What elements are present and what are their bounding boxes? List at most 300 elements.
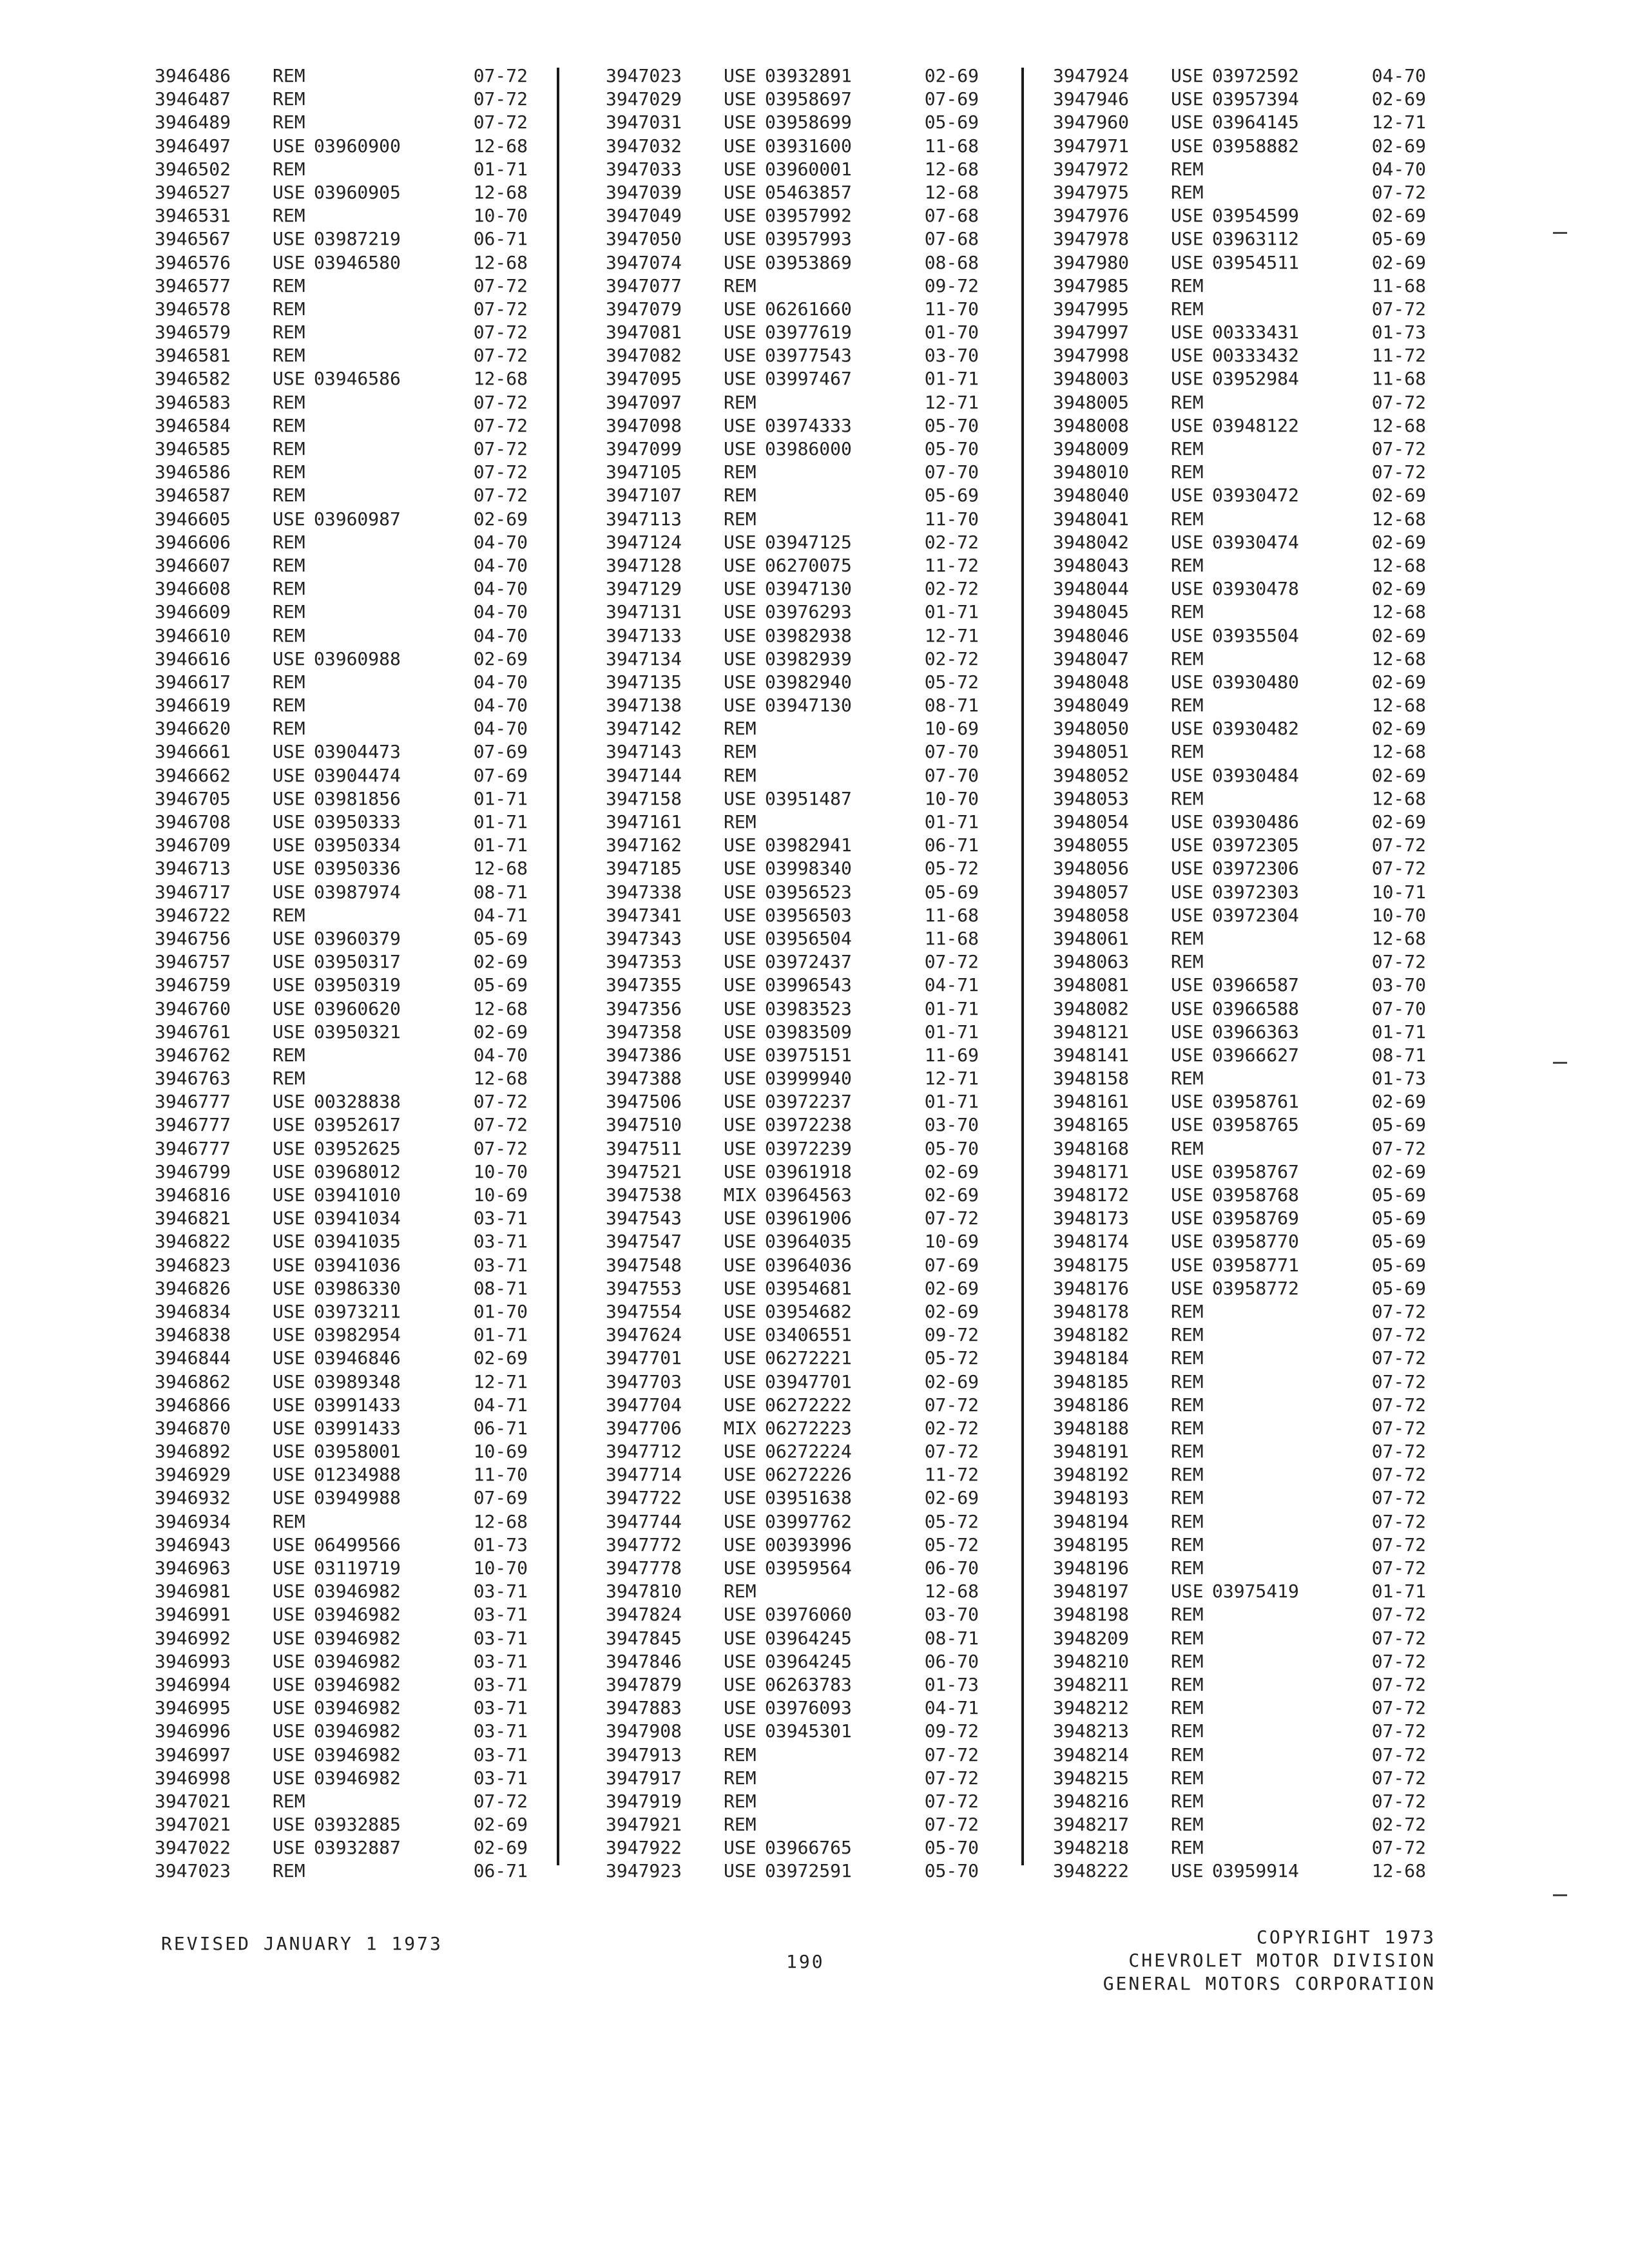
action-code: REM [1171, 181, 1204, 203]
part-row [1053, 64, 1426, 88]
action-code: REM [273, 322, 305, 343]
part-number: 3947521 [606, 1160, 682, 1182]
effective-date: 05-70 [924, 1837, 979, 1859]
action-code: REM [1171, 1673, 1204, 1695]
replacement-part-number [1212, 1603, 1341, 1626]
effective-date: 07-72 [473, 298, 528, 320]
part-row [606, 950, 979, 974]
part-number: 3946862 [155, 1370, 231, 1392]
action-code: USE [724, 1277, 757, 1299]
part-row [1053, 367, 1426, 390]
part-number: 3946844 [155, 1347, 231, 1369]
action-code: REM [1171, 787, 1204, 809]
replacement-part-number: 03904473 [314, 741, 401, 763]
part-number: 3946486 [155, 65, 231, 86]
action-code: USE [273, 1091, 305, 1113]
part-row [1053, 1650, 1426, 1673]
part-row [155, 694, 528, 717]
part-number: 3946607 [155, 554, 231, 576]
replacement-part-number [314, 1790, 443, 1813]
action-code: USE [1171, 1231, 1204, 1253]
action-code: USE [724, 881, 757, 903]
part-row [606, 1463, 979, 1486]
part-row [155, 1347, 528, 1370]
part-number: 3947701 [606, 1347, 682, 1369]
action-code: USE [273, 858, 305, 879]
part-row [155, 1744, 528, 1767]
replacement-part-number [1212, 1300, 1341, 1323]
effective-date: 07-72 [473, 111, 528, 133]
part-number: 3948056 [1053, 858, 1130, 879]
replacement-part-number: 03976060 [765, 1604, 852, 1626]
action-code: REM [724, 1790, 757, 1812]
action-code: REM [1171, 1137, 1204, 1159]
effective-date: 02-72 [924, 1417, 979, 1439]
action-code: USE [724, 601, 757, 623]
effective-date: 07-72 [1371, 1744, 1426, 1765]
effective-date: 11-72 [1371, 345, 1426, 367]
action-code: USE [273, 1114, 305, 1136]
replacement-part-number: 03950334 [314, 834, 401, 856]
replacement-part-number: 03986330 [314, 1277, 401, 1299]
effective-date: 01-71 [924, 1091, 979, 1113]
part-row [606, 1486, 979, 1510]
effective-date: 02-72 [924, 648, 979, 669]
part-row [155, 857, 528, 880]
action-code: USE [1171, 881, 1204, 903]
replacement-part-number [314, 531, 443, 554]
action-code: REM [724, 1814, 757, 1836]
effective-date: 08-71 [1371, 1044, 1426, 1066]
effective-date: 05-69 [924, 111, 979, 133]
replacement-part-number: 03949988 [314, 1487, 401, 1509]
part-number: 3946502 [155, 158, 231, 180]
effective-date: 03-71 [473, 1604, 528, 1626]
part-row [155, 1184, 528, 1207]
replacement-part-number: 03958699 [765, 111, 852, 133]
replacement-part-number: 03957394 [1212, 88, 1299, 110]
part-number: 3948042 [1053, 531, 1130, 553]
action-code: USE [273, 1417, 305, 1439]
effective-date: 12-68 [1371, 1860, 1426, 1882]
replacement-part-number [1212, 1440, 1341, 1463]
part-row [606, 111, 979, 134]
part-row [155, 927, 528, 950]
part-number: 3946997 [155, 1744, 231, 1765]
part-row [1053, 1394, 1426, 1417]
effective-date: 02-69 [924, 1184, 979, 1206]
part-row [1053, 857, 1426, 880]
replacement-part-number: 06272223 [765, 1417, 852, 1439]
effective-date: 07-72 [473, 461, 528, 483]
replacement-part-number: 03958765 [1212, 1114, 1299, 1136]
part-number: 3946991 [155, 1604, 231, 1626]
action-code: REM [724, 718, 757, 740]
part-number: 3948182 [1053, 1324, 1130, 1346]
replacement-part-number: 03931600 [765, 135, 852, 157]
part-row [1053, 1440, 1426, 1463]
copyright-corporation: GENERAL MOTORS CORPORATION [1103, 1973, 1436, 1994]
action-code: USE [724, 974, 757, 996]
part-row [155, 461, 528, 484]
action-code: REM [273, 438, 305, 459]
part-number: 3947971 [1053, 135, 1130, 157]
effective-date: 07-69 [473, 764, 528, 786]
effective-date: 02-69 [924, 1277, 979, 1299]
action-code: USE [273, 1231, 305, 1253]
part-number: 3948049 [1053, 695, 1130, 716]
part-number: 3948008 [1053, 414, 1130, 436]
part-row [155, 974, 528, 997]
action-code: REM [724, 508, 757, 530]
replacement-part-number: 03966587 [1212, 974, 1299, 996]
part-row [155, 367, 528, 390]
action-code: REM [273, 205, 305, 227]
part-number: 3947997 [1053, 322, 1130, 343]
action-code: REM [1171, 1510, 1204, 1532]
effective-date: 10-69 [473, 1441, 528, 1463]
part-row [1053, 1533, 1426, 1557]
part-number: 3948175 [1053, 1254, 1130, 1276]
effective-date: 12-68 [924, 1581, 979, 1602]
replacement-part-number [1212, 158, 1341, 181]
action-code: USE [273, 508, 305, 530]
action-code: REM [1171, 1604, 1204, 1626]
part-row [1053, 1044, 1426, 1067]
part-row [606, 1184, 979, 1207]
action-code: REM [273, 274, 305, 296]
part-number: 3947706 [606, 1417, 682, 1439]
replacement-part-number [1212, 1650, 1341, 1673]
action-code: USE [1171, 624, 1204, 646]
replacement-part-number: 03966765 [765, 1837, 852, 1859]
action-code: USE [273, 1184, 305, 1206]
part-row [1053, 531, 1426, 554]
action-code: USE [1171, 1091, 1204, 1113]
part-number: 3946587 [155, 485, 231, 506]
effective-date: 07-72 [1371, 1557, 1426, 1579]
part-row [155, 1603, 528, 1626]
part-row [606, 1300, 979, 1323]
action-code: USE [724, 181, 757, 203]
action-code: REM [273, 624, 305, 646]
replacement-part-number: 03987974 [314, 881, 401, 903]
action-code: REM [1171, 1441, 1204, 1463]
replacement-part-number: 03958767 [1212, 1160, 1299, 1182]
action-code: USE [724, 1464, 757, 1486]
effective-date: 02-72 [924, 531, 979, 553]
action-code: USE [724, 554, 757, 576]
part-row [606, 1696, 979, 1720]
part-row [155, 298, 528, 321]
replacement-part-number: 03951638 [765, 1487, 852, 1509]
action-code: USE [273, 881, 305, 903]
action-code: REM [273, 554, 305, 576]
part-number: 3947049 [606, 205, 682, 227]
part-number: 3947081 [606, 322, 682, 343]
replacement-part-number [314, 64, 443, 88]
part-row [1053, 1277, 1426, 1300]
action-code: USE [273, 1697, 305, 1719]
part-row [606, 1090, 979, 1113]
action-code: REM [273, 904, 305, 926]
part-row [606, 1137, 979, 1160]
action-code: REM [273, 695, 305, 716]
part-row [155, 950, 528, 974]
part-number: 3946713 [155, 858, 231, 879]
effective-date: 01-70 [473, 1300, 528, 1322]
action-code: REM [724, 741, 757, 763]
replacement-part-number: 03946982 [314, 1627, 401, 1649]
action-code: USE [1171, 671, 1204, 693]
replacement-part-number: 03982940 [765, 671, 852, 693]
effective-date: 03-71 [473, 1254, 528, 1276]
replacement-part-number: 03960620 [314, 997, 401, 1019]
replacement-part-number: 06270075 [765, 554, 852, 576]
part-number: 3947921 [606, 1814, 682, 1836]
part-row [1053, 1323, 1426, 1347]
part-row [606, 717, 979, 740]
effective-date: 05-72 [924, 671, 979, 693]
part-row [155, 717, 528, 740]
part-row [1053, 1463, 1426, 1486]
part-number: 3946487 [155, 88, 231, 110]
action-code: USE [724, 65, 757, 86]
effective-date: 07-72 [1371, 951, 1426, 973]
replacement-part-number: 03946982 [314, 1604, 401, 1626]
replacement-part-number: 03958882 [1212, 135, 1299, 157]
effective-date: 07-72 [924, 1814, 979, 1836]
effective-date: 03-71 [473, 1207, 528, 1229]
effective-date: 07-72 [1371, 1370, 1426, 1392]
action-code: USE [273, 1673, 305, 1695]
action-code: USE [273, 1254, 305, 1276]
part-row [1053, 927, 1426, 950]
replacement-part-number: 01234988 [314, 1464, 401, 1486]
part-number: 3947129 [606, 578, 682, 600]
effective-date: 10-70 [924, 787, 979, 809]
part-number: 3947039 [606, 181, 682, 203]
replacement-part-number: 06272224 [765, 1441, 852, 1463]
part-number: 3947358 [606, 1021, 682, 1043]
action-code: REM [1171, 741, 1204, 763]
replacement-part-number: 03991433 [314, 1394, 401, 1416]
replacement-part-number [314, 1067, 443, 1090]
effective-date: 02-69 [924, 65, 979, 86]
replacement-part-number: 03956504 [765, 927, 852, 949]
replacement-part-number: 03959914 [1212, 1860, 1299, 1882]
part-row [606, 181, 979, 204]
replacement-part-number [314, 274, 443, 298]
replacement-part-number: 03960987 [314, 508, 401, 530]
part-row [155, 1230, 528, 1253]
part-number: 3946834 [155, 1300, 231, 1322]
effective-date: 11-68 [1371, 368, 1426, 390]
part-row [1053, 1627, 1426, 1650]
part-row [606, 1790, 979, 1813]
effective-date: 07-72 [473, 391, 528, 413]
replacement-part-number [314, 484, 443, 507]
replacement-part-number: 03976293 [765, 601, 852, 623]
part-row [155, 484, 528, 507]
part-row [1053, 204, 1426, 227]
part-row [606, 554, 979, 577]
part-row [155, 181, 528, 204]
action-code: USE [724, 1068, 757, 1090]
part-number: 3947976 [1053, 205, 1130, 227]
part-row [606, 1533, 979, 1557]
replacement-part-number: 03947130 [765, 695, 852, 716]
action-code: REM [273, 718, 305, 740]
part-row [606, 1230, 979, 1253]
part-row [1053, 88, 1426, 111]
effective-date: 07-72 [1371, 1627, 1426, 1649]
effective-date: 07-70 [924, 764, 979, 786]
part-number: 3947772 [606, 1533, 682, 1555]
part-row [155, 531, 528, 554]
effective-date: 12-68 [1371, 695, 1426, 716]
column-divider [557, 68, 559, 1865]
part-row [606, 367, 979, 390]
action-code: REM [1171, 1300, 1204, 1322]
effective-date: 02-72 [924, 578, 979, 600]
part-number: 3947538 [606, 1184, 682, 1206]
effective-date: 07-72 [924, 1207, 979, 1229]
action-code: USE [724, 1487, 757, 1509]
part-row [606, 64, 979, 88]
part-row [606, 601, 979, 624]
action-code: USE [1171, 858, 1204, 879]
part-number: 3947162 [606, 834, 682, 856]
part-number: 3947998 [1053, 345, 1130, 367]
effective-date: 12-68 [473, 251, 528, 273]
part-row [155, 787, 528, 811]
part-row [1053, 1021, 1426, 1044]
action-code: REM [1171, 391, 1204, 413]
effective-date: 01-71 [924, 368, 979, 390]
effective-date: 05-70 [924, 438, 979, 459]
part-number: 3946821 [155, 1207, 231, 1229]
part-number: 3946620 [155, 718, 231, 740]
part-row [606, 904, 979, 927]
part-number: 3947704 [606, 1394, 682, 1416]
part-row [1053, 811, 1426, 834]
part-number: 3948222 [1053, 1860, 1130, 1882]
action-code: REM [1171, 1464, 1204, 1486]
part-row [1053, 1370, 1426, 1394]
part-row [606, 1673, 979, 1696]
part-number: 3946579 [155, 322, 231, 343]
part-number: 3947744 [606, 1510, 682, 1532]
effective-date: 03-71 [473, 1231, 528, 1253]
effective-date: 02-69 [473, 1347, 528, 1369]
action-code: USE [724, 1394, 757, 1416]
replacement-part-number [765, 1813, 894, 1836]
part-row [606, 251, 979, 274]
effective-date: 12-71 [1371, 111, 1426, 133]
part-number: 3947946 [1053, 88, 1130, 110]
part-number: 3947097 [606, 391, 682, 413]
replacement-part-number [1212, 1486, 1341, 1510]
part-row [1053, 1417, 1426, 1440]
effective-date: 01-73 [473, 1533, 528, 1555]
replacement-part-number: 03952617 [314, 1114, 401, 1136]
action-code: REM [273, 298, 305, 320]
replacement-part-number [1212, 1510, 1341, 1533]
part-number: 3948058 [1053, 904, 1130, 926]
effective-date: 02-69 [1371, 718, 1426, 740]
part-number: 3948043 [1053, 554, 1130, 576]
replacement-part-number: 03954681 [765, 1277, 852, 1299]
effective-date: 02-69 [1371, 485, 1426, 506]
part-row [155, 1533, 528, 1557]
action-code: REM [273, 65, 305, 86]
replacement-part-number: 03958770 [1212, 1231, 1299, 1253]
part-row [606, 1021, 979, 1044]
effective-date: 02-69 [473, 951, 528, 973]
part-row [606, 321, 979, 344]
part-number: 3947995 [1053, 298, 1130, 320]
replacement-part-number [1212, 1813, 1341, 1836]
action-code: USE [724, 1510, 757, 1532]
part-number: 3946992 [155, 1627, 231, 1649]
part-row [155, 1673, 528, 1696]
replacement-part-number: 03972437 [765, 951, 852, 973]
part-number: 3946934 [155, 1510, 231, 1532]
part-row [606, 274, 979, 298]
replacement-part-number: 03946982 [314, 1673, 401, 1695]
replacement-part-number: 03972306 [1212, 858, 1299, 879]
effective-date: 08-71 [924, 695, 979, 716]
action-code: REM [1171, 1744, 1204, 1765]
effective-date: 07-72 [1371, 1347, 1426, 1369]
replacement-part-number: 03950336 [314, 858, 401, 879]
action-code: USE [273, 1604, 305, 1626]
effective-date: 07-72 [1371, 858, 1426, 879]
part-row [606, 1207, 979, 1230]
effective-date: 02-69 [1371, 764, 1426, 786]
replacement-part-number: 03975151 [765, 1044, 852, 1066]
action-code: USE [724, 368, 757, 390]
replacement-part-number [1212, 461, 1341, 484]
part-row [155, 1836, 528, 1860]
effective-date: 07-72 [924, 1441, 979, 1463]
action-code: USE [273, 181, 305, 203]
action-code: USE [273, 1581, 305, 1602]
action-code: USE [724, 438, 757, 459]
effective-date: 07-72 [1371, 1394, 1426, 1416]
part-number: 3947846 [606, 1650, 682, 1672]
replacement-part-number [314, 461, 443, 484]
part-row [1053, 554, 1426, 577]
replacement-part-number [1212, 437, 1341, 461]
part-row [155, 135, 528, 158]
part-number: 3947107 [606, 485, 682, 506]
action-code: USE [273, 1300, 305, 1322]
part-row [606, 1370, 979, 1394]
part-row [1053, 414, 1426, 437]
action-code: USE [1171, 1160, 1204, 1182]
action-code: REM [273, 391, 305, 413]
replacement-part-number: 03972237 [765, 1091, 852, 1113]
action-code: USE [724, 904, 757, 926]
part-number: 3947810 [606, 1581, 682, 1602]
effective-date: 04-70 [1371, 65, 1426, 86]
action-code: USE [1171, 1254, 1204, 1276]
effective-date: 02-69 [1371, 251, 1426, 273]
effective-date: 11-70 [473, 1464, 528, 1486]
effective-date: 03-71 [473, 1673, 528, 1695]
